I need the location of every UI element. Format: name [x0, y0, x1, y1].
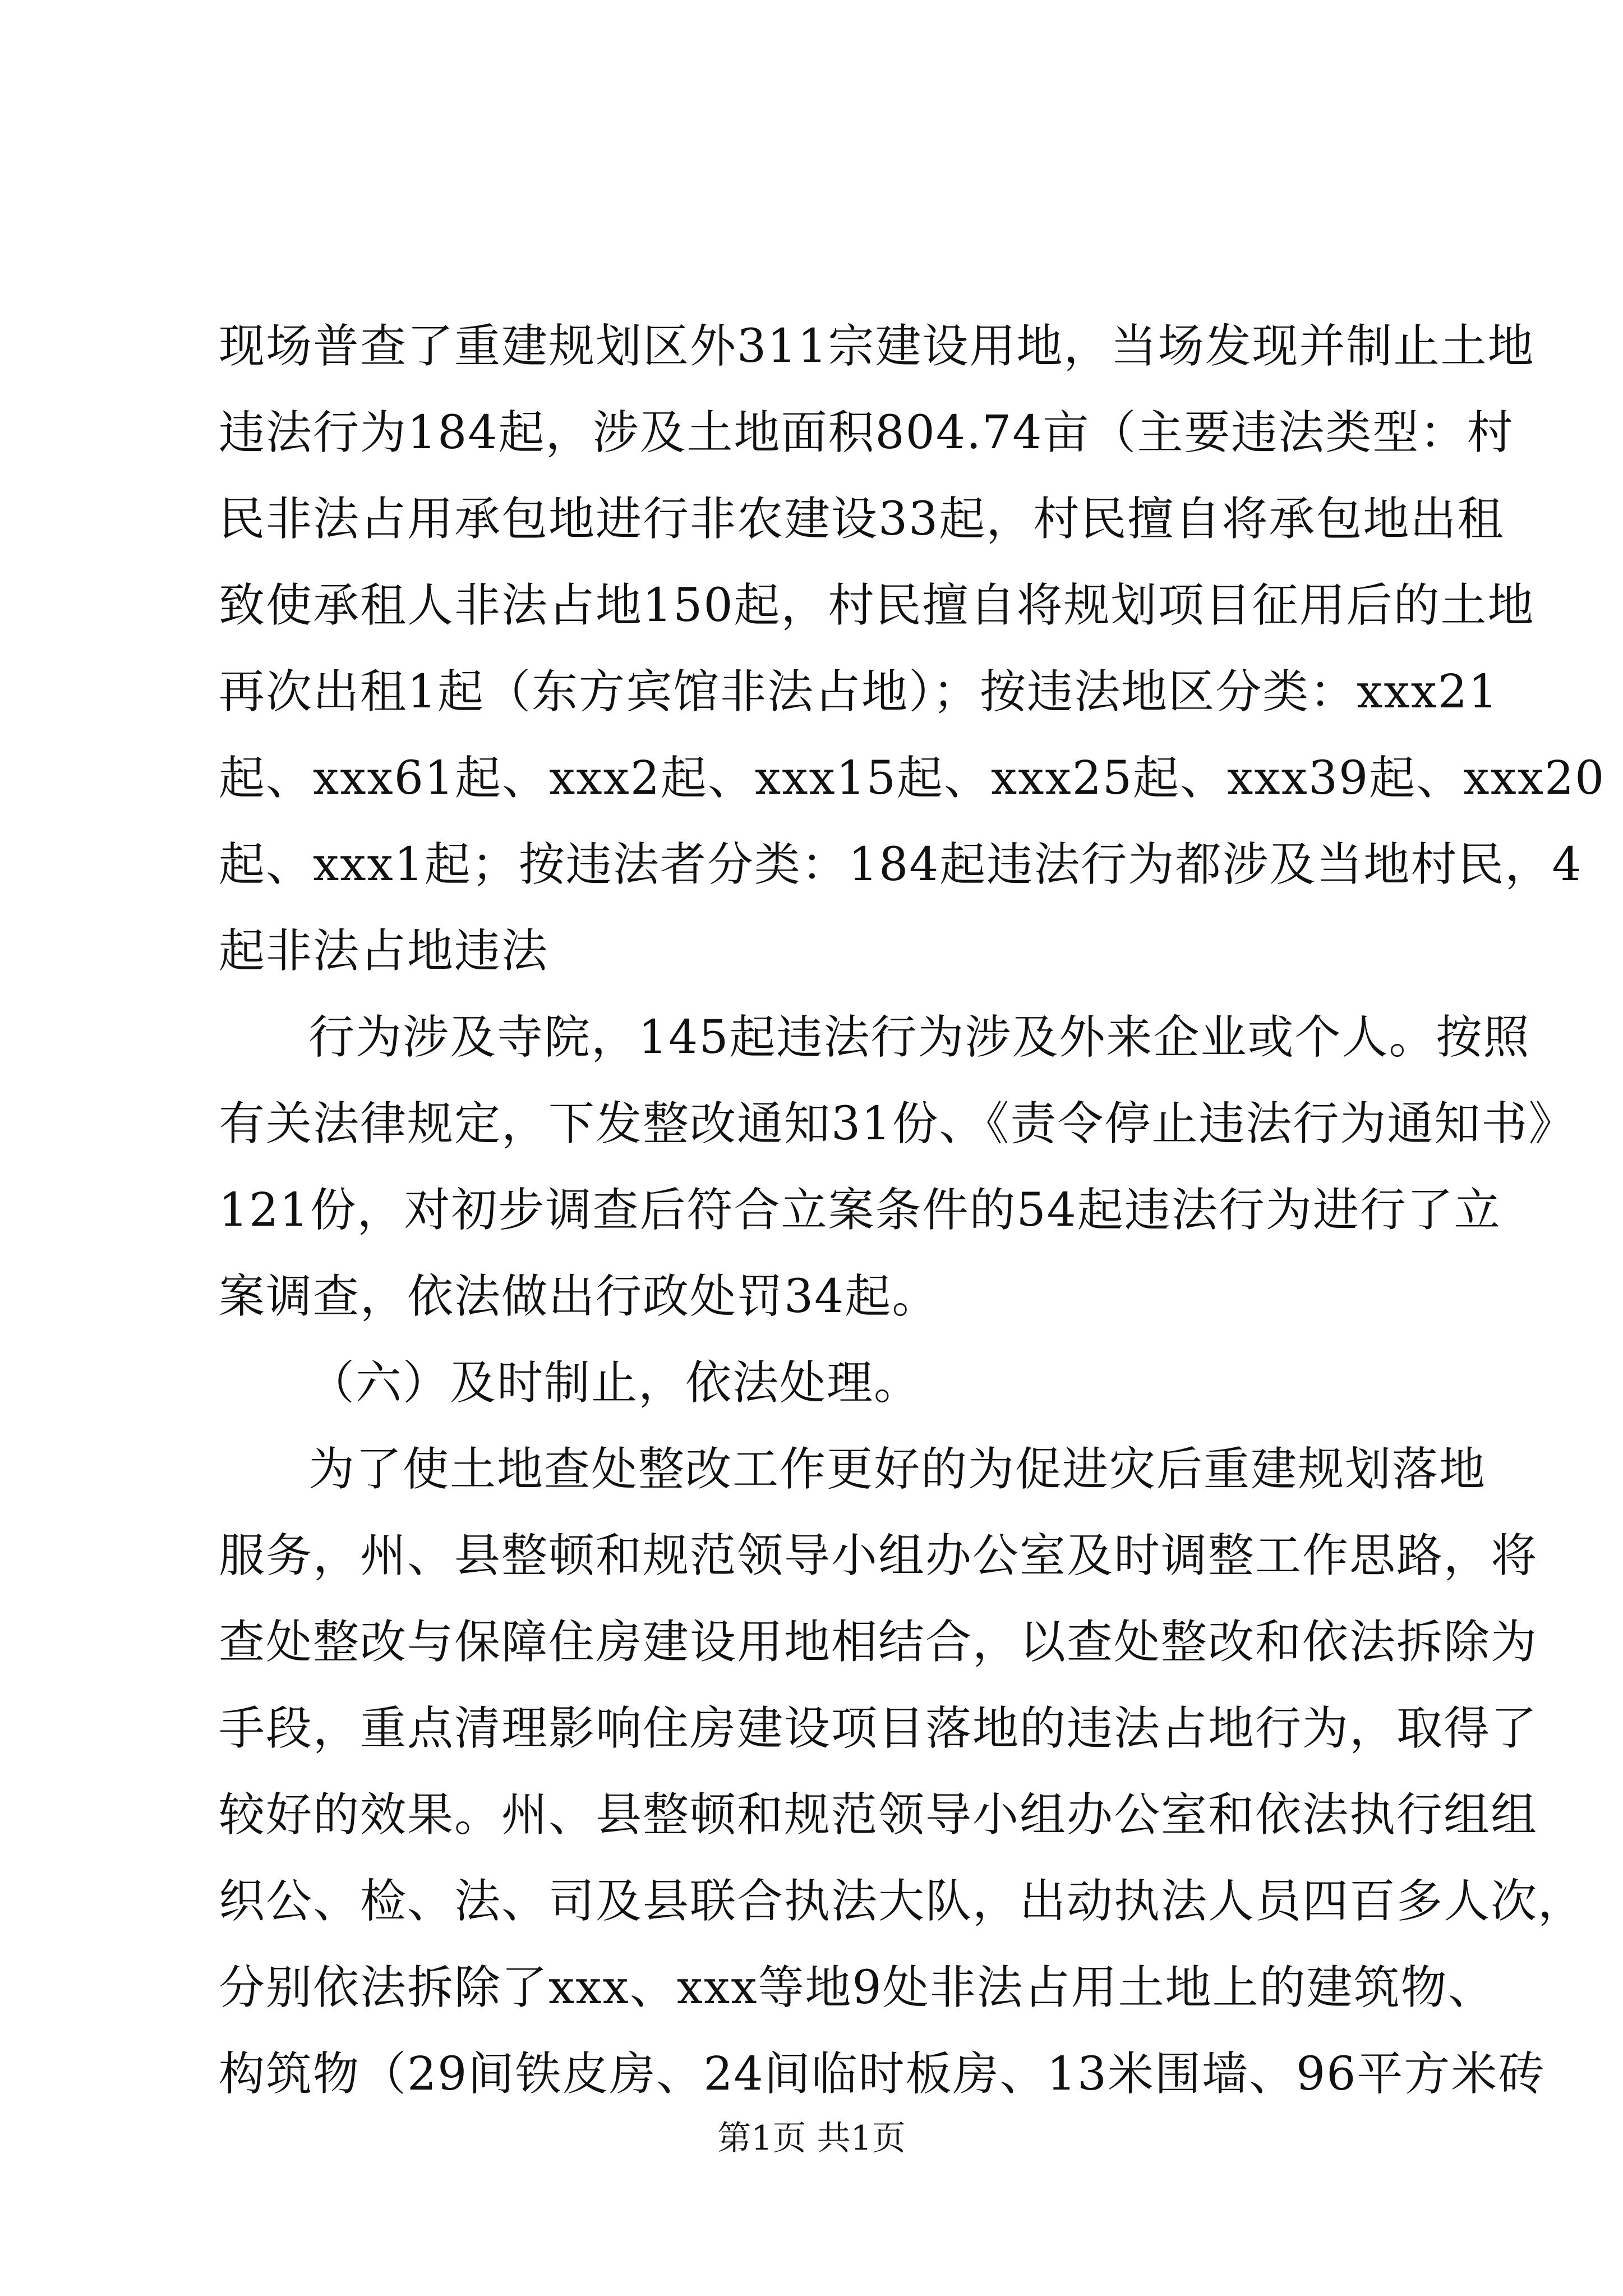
text-line: 案调查，依法做出行政处罚34起。 — [219, 1270, 939, 1323]
section-heading: （六）及时制止，依法处理。 — [308, 1356, 921, 1410]
text-line: 较好的效果。州、县整顿和规范领导小组办公室和依法执行组组 — [219, 1788, 1538, 1842]
text-line: 违法行为184起，涉及土地面积804.74亩（主要违法类型：村 — [219, 406, 1514, 459]
text-line: 致使承租人非法占地150起，村民擅自将规划项目征用后的土地 — [219, 579, 1535, 632]
text-line: 有关法律规定，下发整改通知31份、《责令停止违法行为通知书》 — [219, 1097, 1576, 1151]
text-line: 服务，州、县整顿和规范领导小组办公室及时调整工作思路，将 — [219, 1529, 1538, 1582]
text-line: 织公、检、法、司及县联合执法大队，出动执法人员四百多人次， — [219, 1875, 1585, 1928]
text-line: 分别依法拆除了xxx、xxx等地9处非法占用土地上的建筑物、 — [219, 1961, 1495, 2014]
text-line: 现场普查了重建规划区外311宗建设用地，当场发现并制止土地 — [219, 320, 1535, 373]
text-line: 为了使土地查处整改工作更好的为促进灾后重建规划落地 — [308, 1443, 1487, 1496]
text-line: 起、xxx61起、xxx2起、xxx15起、xxx25起、xxx39起、xxx20 — [219, 752, 1606, 805]
page-number: 第1页 共1页 — [717, 2119, 906, 2158]
text-line: 民非法占用承包地进行非农建设33起，村民擅自将承包地出租 — [219, 493, 1505, 546]
text-line: 起、xxx1起；按违法者分类：184起违法行为都涉及当地村民，4 — [219, 838, 1583, 891]
page-footer — [0, 2116, 1623, 2161]
text-line: 行为涉及寺院，145起违法行为涉及外来企业或个人。按照 — [308, 1011, 1530, 1064]
text-line: 构筑物（29间铁皮房、24间临时板房、13米围墙、96平方米砖 — [219, 2047, 1546, 2101]
text-line: 查处整改与保障住房建设用地相结合，以查处整改和依法拆除为 — [219, 1616, 1538, 1669]
text-line: 再次出租1起（东方宾馆非法占地）；按违法地区分类：xxx21 — [219, 665, 1499, 719]
text-line: 121份，对初步调查后符合立案条件的54起违法行为进行了立 — [219, 1184, 1501, 1237]
text-line: 起非法占地违法 — [219, 924, 549, 978]
text-line: 手段，重点清理影响住房建设项目落地的违法占地行为，取得了 — [219, 1702, 1538, 1755]
